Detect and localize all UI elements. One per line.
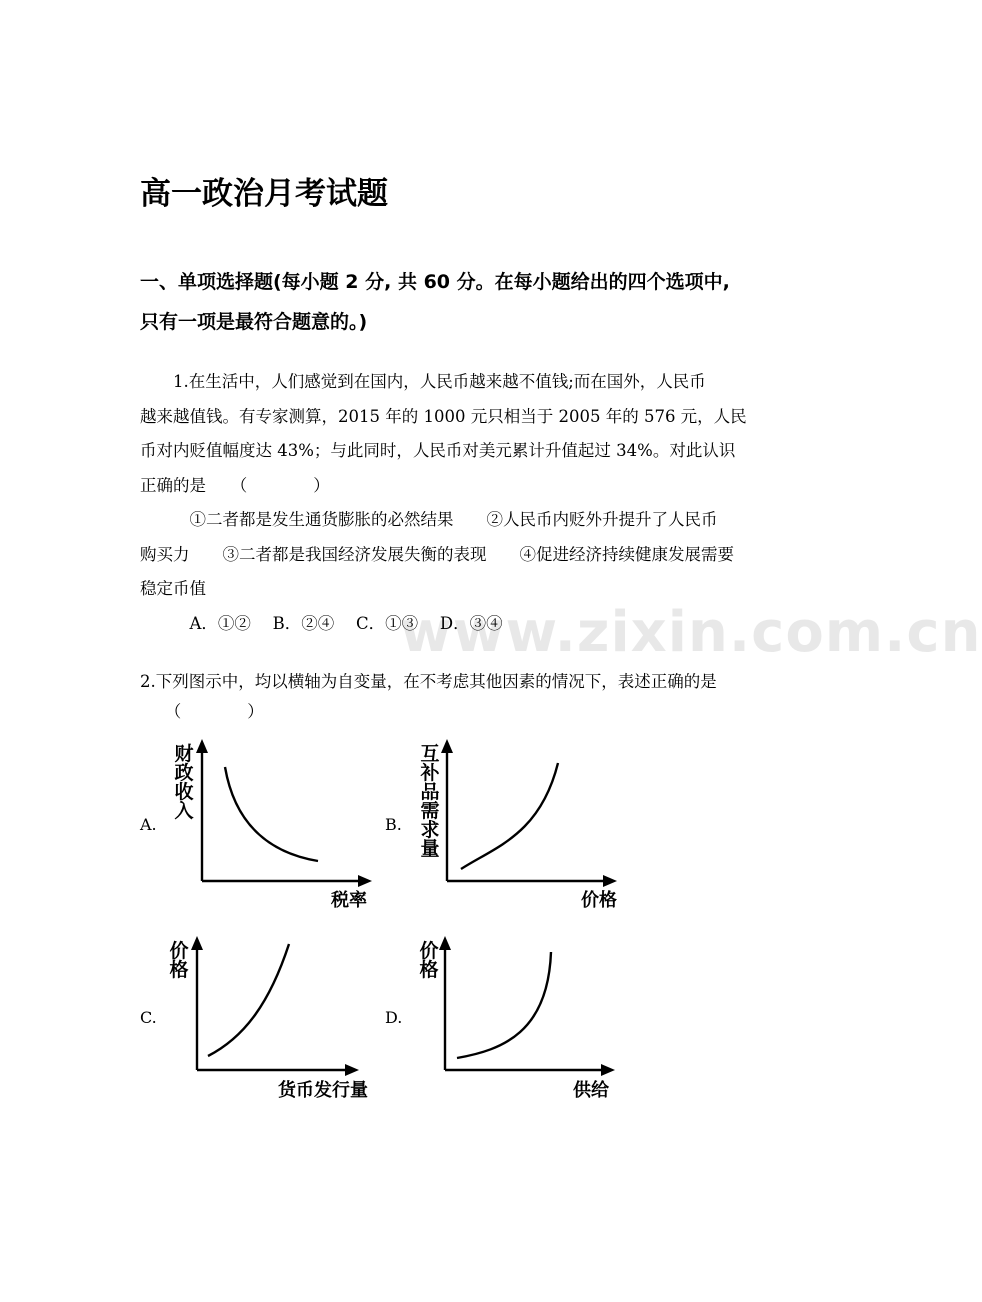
- question-2-line: （ ）: [140, 702, 264, 721]
- graph-d-xlabel: 供给: [573, 1080, 609, 1101]
- question-1-line: 币对内贬值幅度达 43%；与此同时，人民币对美元累计升值起过 34%。对此认识: [140, 441, 736, 460]
- graph-b-ylabel: 互补品需求量: [420, 743, 440, 860]
- question-1-line: 购买力 ③二者都是我国经济发展失衡的表现 ④促进经济持续健康发展需要: [140, 544, 734, 564]
- graph-a: [180, 735, 380, 895]
- graph-b-x-arrow: [603, 875, 617, 887]
- question-1-line: 越来越值钱。有专家测算，2015 年的 1000 元只相当于 2005 年的 576 元，人民: [140, 406, 747, 426]
- graph-a-x-arrow: [358, 875, 372, 887]
- section-heading-line-2: 只有一项是最符合题意的。): [140, 311, 368, 333]
- graph-c-y-arrow: [191, 936, 203, 950]
- graph-d-y-arrow: [439, 936, 451, 950]
- graph-d-x-arrow: [601, 1064, 615, 1076]
- graph-c-x-arrow: [345, 1064, 359, 1076]
- graph-a-y-arrow: [196, 739, 208, 753]
- section-heading-line-1: 一、单项选择题(每小题 2 分, 共 60 分。在每小题给出的四个选项中,: [140, 271, 730, 293]
- graph-b-option-label: B.: [385, 815, 402, 834]
- graph-c-ylabel: 价格: [169, 940, 189, 981]
- graph-d: [423, 932, 623, 1092]
- question-1-options: A．①② B．②④ C．①③ D．③④: [140, 613, 503, 633]
- graph-c: [175, 932, 375, 1092]
- page-title: 高一政治月考试题: [140, 176, 388, 212]
- question-1-line: 正确的是 （ ）: [140, 475, 330, 495]
- graph-a-xlabel: 税率: [331, 890, 367, 911]
- graph-c-curve: [208, 944, 289, 1056]
- question-2-line: 2.下列图示中，均以横轴为自变量，在不考虑其他因素的情况下，表述正确的是: [140, 672, 717, 691]
- graph-b: [425, 735, 625, 895]
- graph-a-curve: [225, 767, 318, 861]
- graph-a-option-label: A.: [140, 815, 157, 834]
- question-1-line: ①二者都是发生通货膨胀的必然结果 ②人民币内贬外升提升了人民币: [140, 510, 718, 529]
- graph-b-curve: [461, 763, 558, 869]
- graph-a-ylabel: 财政收入: [174, 743, 194, 822]
- question-1-line: 1.在生活中，人们感觉到在国内，人民币越来越不值钱;而在国外，人民币: [140, 372, 706, 391]
- graph-b-y-arrow: [441, 739, 453, 753]
- question-2: [140, 667, 800, 727]
- graph-d-ylabel: 价格: [419, 940, 439, 981]
- watermark: www.zixin.com.cn: [400, 600, 982, 665]
- graph-b-xlabel: 价格: [581, 890, 617, 911]
- graph-c-xlabel: 货币发行量: [278, 1080, 368, 1101]
- question-1-line: 稳定币值: [140, 579, 206, 598]
- graph-d-curve: [457, 952, 551, 1058]
- section-heading: [140, 262, 800, 342]
- graph-c-option-label: C.: [140, 1008, 157, 1027]
- graph-d-option-label: D.: [385, 1008, 403, 1027]
